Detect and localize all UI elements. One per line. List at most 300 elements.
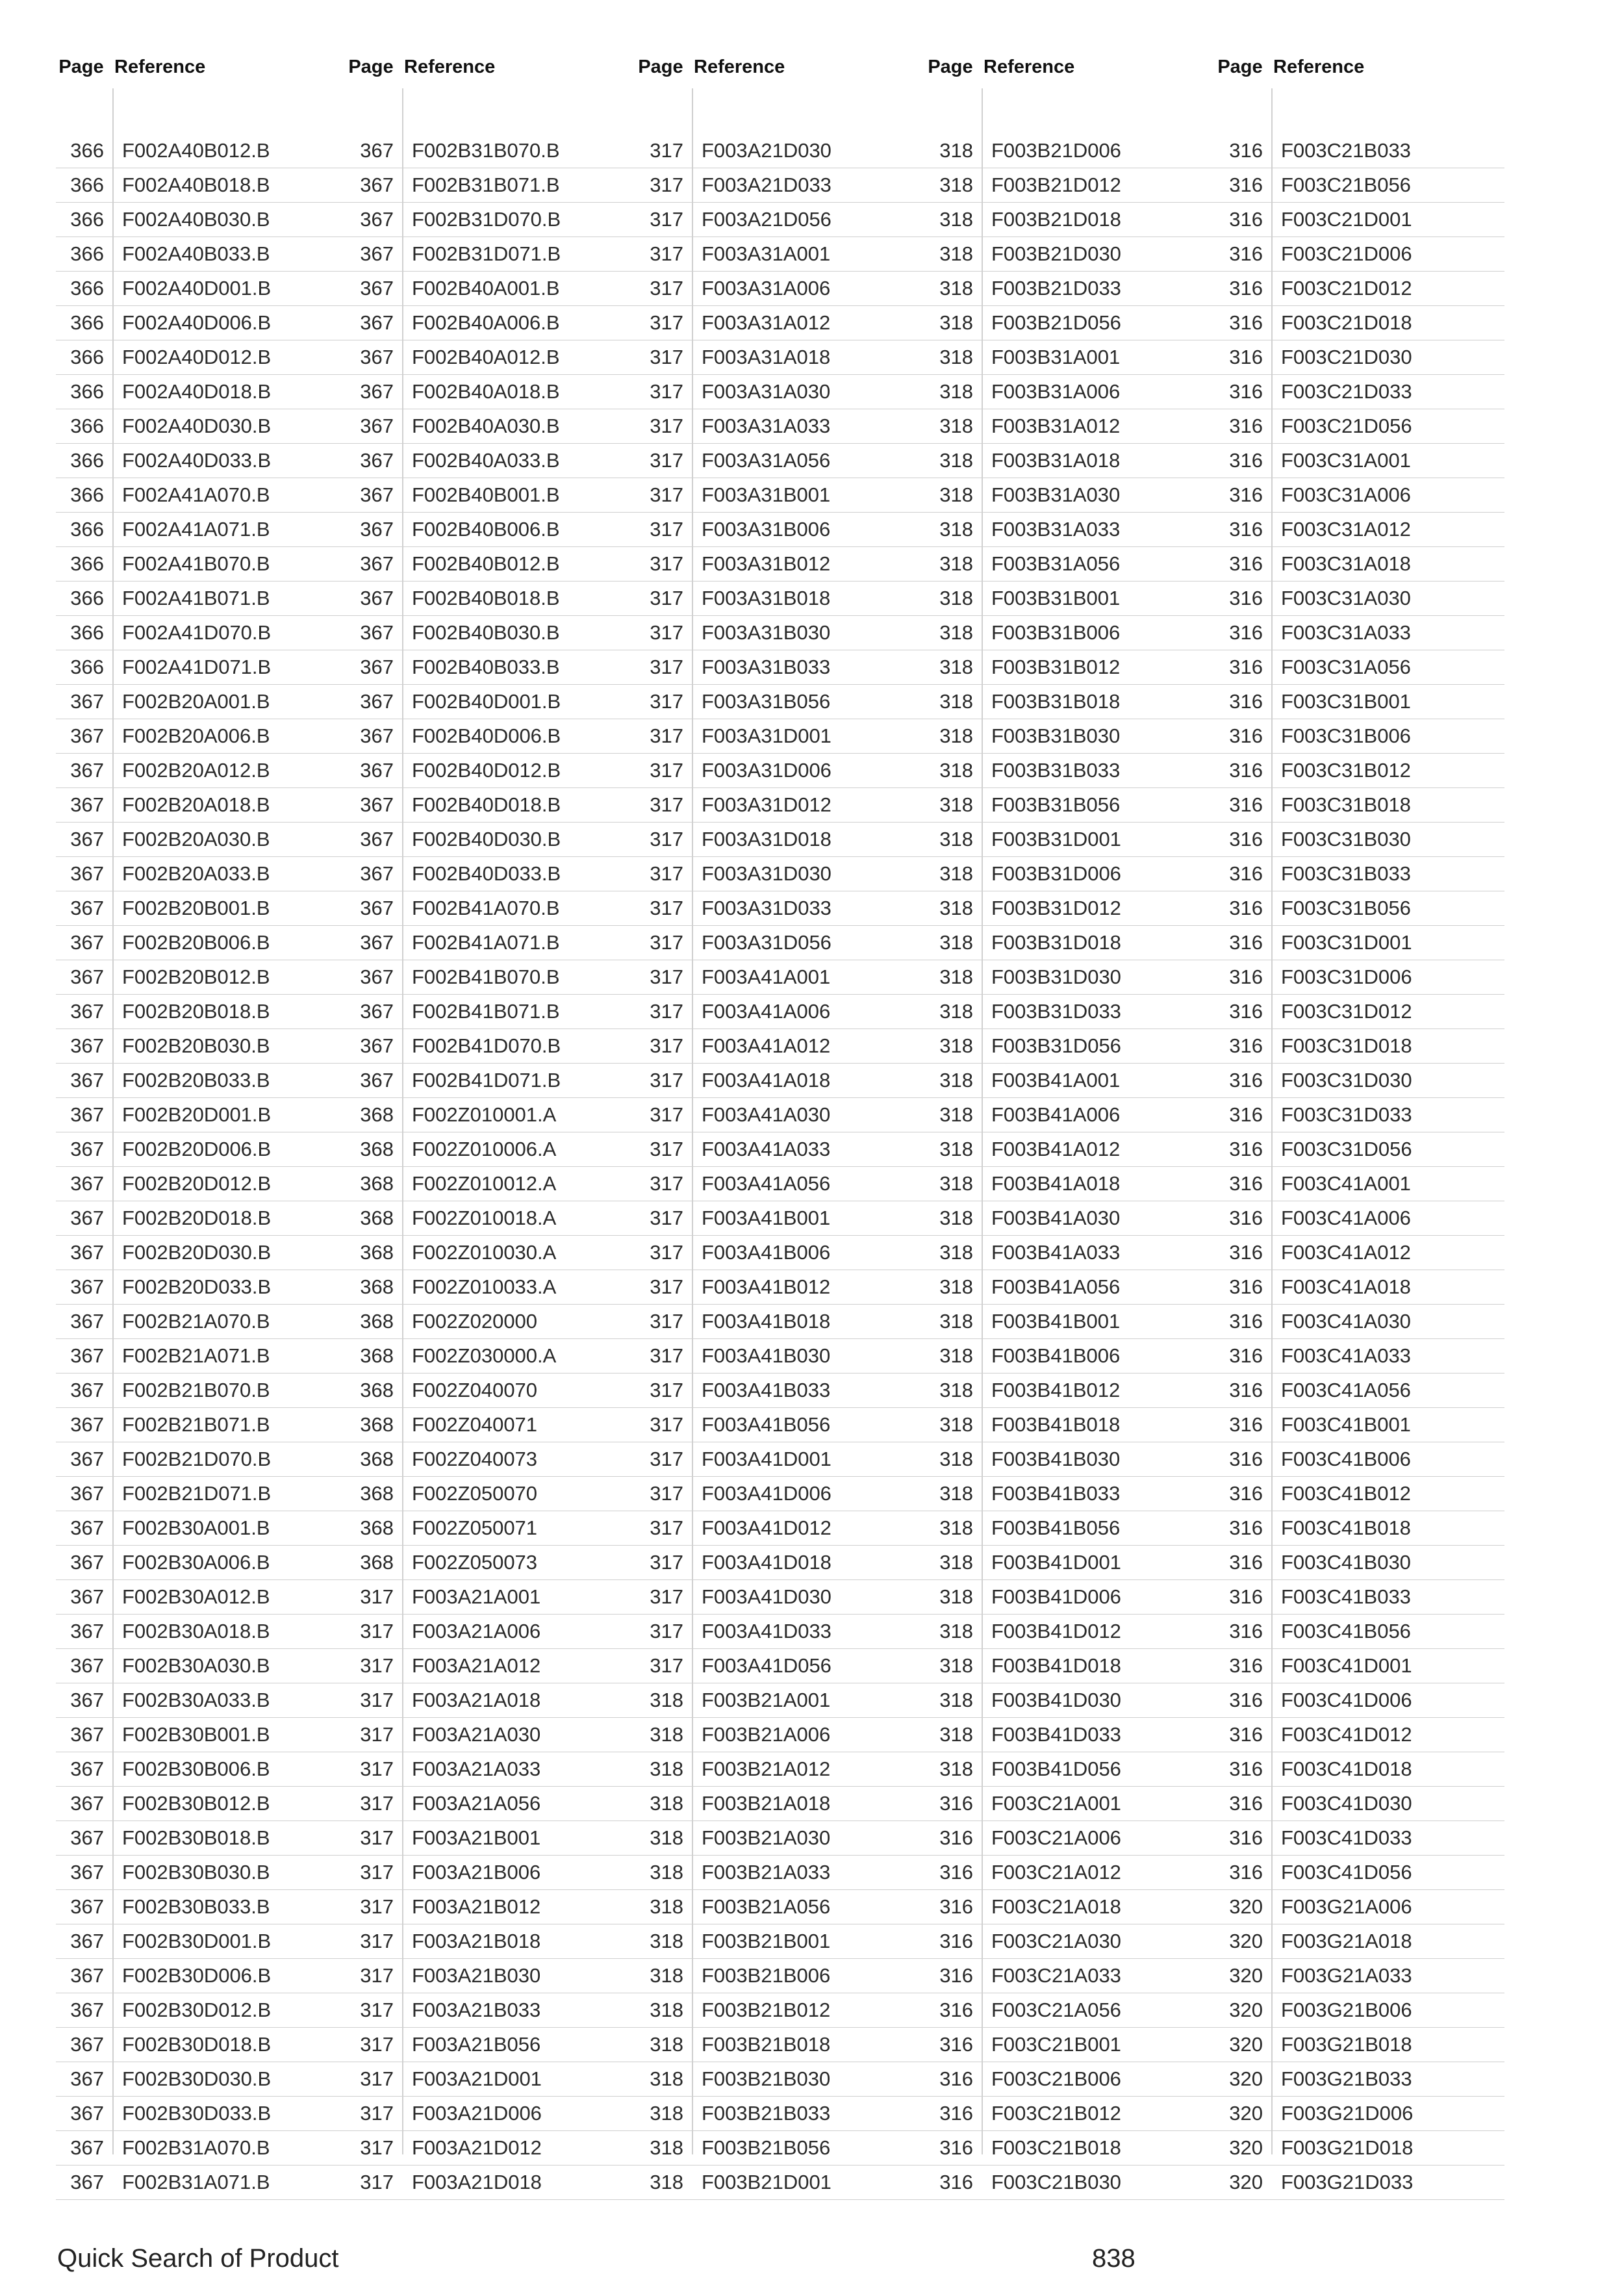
index-column	[56, 45, 346, 2193]
index-row	[346, 203, 635, 237]
index-row	[1215, 547, 1504, 581]
reference-cell: F002A40D030.B	[122, 415, 272, 437]
index-row	[925, 754, 1215, 788]
page-number-cell: 367	[70, 1964, 104, 1987]
index-row	[925, 1029, 1215, 1064]
reference-cell: F003B41D030	[991, 1689, 1121, 1711]
reference-cell: F002B40B012.B	[412, 552, 560, 575]
index-row	[1215, 719, 1504, 754]
reference-cell: F003C41B056	[1281, 1620, 1411, 1642]
index-row	[635, 2165, 925, 2200]
page-number-cell: 318	[650, 2033, 683, 2056]
index-row	[635, 891, 925, 926]
index-row	[346, 1098, 635, 1132]
index-row	[56, 1339, 346, 1373]
reference-cell: F002B30A006.B	[122, 1551, 270, 1574]
header-page-label: Page	[58, 56, 104, 77]
index-row	[925, 203, 1215, 237]
index-row	[1215, 340, 1504, 375]
reference-cell: F002B20B030.B	[122, 1034, 270, 1057]
reference-cell: F003A21A018	[412, 1689, 541, 1711]
reference-cell: F003A41D012	[702, 1516, 831, 1539]
index-row	[56, 2097, 346, 2131]
index-row	[635, 960, 925, 995]
column-divider	[402, 88, 403, 2154]
page-number-cell: 316	[1229, 346, 1263, 368]
reference-cell: F003C31B056	[1281, 897, 1411, 919]
index-row	[346, 1718, 635, 1752]
page-number-cell: 318	[939, 897, 973, 919]
page-number-cell: 316	[1229, 621, 1263, 644]
index-row	[925, 444, 1215, 478]
page-number-cell: 318	[939, 1241, 973, 1264]
reference-cell: F002B41D071.B	[412, 1069, 561, 1092]
reference-cell: F003A21B056	[412, 2033, 541, 2056]
page-number-cell: 367	[360, 518, 394, 541]
index-row	[925, 1339, 1215, 1373]
index-row	[346, 1959, 635, 1993]
reference-cell: F003C21D033	[1281, 380, 1412, 403]
page-number-cell: 368	[360, 1344, 394, 1367]
reference-cell: F002A40D018.B	[122, 380, 272, 403]
reference-cell: F003A41B012	[702, 1275, 831, 1298]
reference-cell: F003C31D056	[1281, 1138, 1412, 1160]
reference-cell: F003C21A006	[991, 1826, 1121, 1849]
reference-cell: F003A21A012	[412, 1654, 541, 1677]
reference-cell: F003B31B012	[991, 656, 1121, 678]
index-row	[635, 203, 925, 237]
index-row	[346, 1649, 635, 1683]
page-number-cell: 317	[650, 1000, 683, 1023]
page-number-cell: 367	[70, 1207, 104, 1229]
reference-cell: F003A41B030	[702, 1344, 831, 1367]
index-row	[56, 1029, 346, 1064]
reference-cell: F002B40D030.B	[412, 828, 561, 850]
reference-cell: F003C21B033	[1281, 139, 1411, 162]
reference-index	[56, 45, 1504, 2193]
reference-cell: F003A31A001	[702, 242, 831, 265]
reference-cell: F002B20D006.B	[122, 1138, 272, 1160]
reference-cell: F003B21B056	[702, 2136, 831, 2159]
index-row	[635, 1787, 925, 1821]
page-number-cell: 318	[939, 656, 973, 678]
reference-cell: F002B20A030.B	[122, 828, 270, 850]
reference-cell: F002B40A012.B	[412, 346, 560, 368]
page-number-cell: 316	[1229, 1172, 1263, 1195]
page-number-cell: 318	[939, 621, 973, 644]
page-number-cell: 318	[650, 1930, 683, 1952]
page-number-cell: 367	[70, 1103, 104, 1126]
index-row	[346, 1924, 635, 1959]
page-number-cell: 367	[70, 1551, 104, 1574]
reference-cell: F002A40B012.B	[122, 139, 270, 162]
index-row	[56, 1201, 346, 1236]
page-number-cell: 367	[360, 1000, 394, 1023]
page-number-cell: 316	[1229, 690, 1263, 713]
reference-cell: F003B31B030	[991, 724, 1121, 747]
reference-cell: F003B21D018	[991, 208, 1121, 231]
index-row	[56, 960, 346, 995]
page-number-cell: 318	[650, 1792, 683, 1815]
index-row	[346, 2131, 635, 2165]
index-row	[1215, 616, 1504, 650]
page-number-cell: 318	[939, 1585, 973, 1608]
index-row	[925, 1546, 1215, 1580]
reference-cell: F003C21B018	[991, 2136, 1121, 2159]
index-row	[635, 1373, 925, 1408]
index-row	[635, 1856, 925, 1890]
page-number-cell: 317	[650, 139, 683, 162]
page-number-cell: 367	[360, 862, 394, 885]
index-row	[635, 168, 925, 203]
header-page-label: Page	[928, 56, 973, 77]
page-number-cell: 316	[1229, 1448, 1263, 1470]
reference-cell: F003A31A012	[702, 311, 831, 334]
page-number-cell: 317	[650, 759, 683, 782]
index-row	[56, 1546, 346, 1580]
page-number-cell: 366	[70, 173, 104, 196]
reference-cell: F002B30A018.B	[122, 1620, 270, 1642]
page-number-cell: 316	[939, 1792, 973, 1815]
reference-cell: F003A41B033	[702, 1379, 831, 1401]
index-row	[1215, 1442, 1504, 1477]
index-row	[1215, 272, 1504, 306]
index-row	[1215, 513, 1504, 547]
page-number-cell: 318	[939, 1482, 973, 1505]
index-row	[1215, 1718, 1504, 1752]
reference-cell: F003C31D001	[1281, 931, 1412, 954]
index-row	[635, 306, 925, 340]
index-row	[346, 891, 635, 926]
page-number-cell: 320	[1229, 2171, 1263, 2193]
reference-cell: F003B21D001	[702, 2171, 831, 2193]
index-row	[1215, 857, 1504, 891]
reference-cell: F002A40B018.B	[122, 173, 270, 196]
page-number-cell: 318	[939, 1034, 973, 1057]
page-number-cell: 318	[939, 518, 973, 541]
page-number-cell: 367	[70, 1034, 104, 1057]
reference-cell: F003A41A001	[702, 965, 831, 988]
index-row	[56, 1511, 346, 1546]
page-number-cell: 367	[360, 828, 394, 850]
index-row	[1215, 960, 1504, 995]
index-row	[56, 616, 346, 650]
page-number-cell: 316	[1229, 1034, 1263, 1057]
reference-cell: F003C21D001	[1281, 208, 1412, 231]
page-number-cell: 367	[70, 1757, 104, 1780]
header-page-label: Page	[348, 56, 394, 77]
page-number-cell: 316	[1229, 1344, 1263, 1367]
index-row	[635, 409, 925, 444]
reference-cell: F003A41D030	[702, 1585, 831, 1608]
page-number-cell: 366	[70, 208, 104, 231]
index-row	[635, 1167, 925, 1201]
index-row	[346, 306, 635, 340]
page-number-cell: 316	[1229, 862, 1263, 885]
index-row	[635, 2131, 925, 2165]
page-number-cell: 320	[1229, 1964, 1263, 1987]
column-header	[1215, 45, 1504, 88]
reference-cell: F003B31D030	[991, 965, 1121, 988]
index-row	[635, 1959, 925, 1993]
page-number-cell: 317	[360, 1723, 394, 1746]
index-row	[635, 995, 925, 1029]
reference-cell: F003C31A033	[1281, 621, 1411, 644]
reference-cell: F003G21A018	[1281, 1930, 1412, 1952]
page-number-cell: 317	[360, 1620, 394, 1642]
index-row	[925, 1615, 1215, 1649]
page-number-cell: 367	[70, 1413, 104, 1436]
index-row	[56, 1993, 346, 2028]
reference-cell: F002B41D070.B	[412, 1034, 561, 1057]
page-number-cell: 367	[360, 621, 394, 644]
reference-cell: F003B21A006	[702, 1723, 831, 1746]
index-row	[925, 995, 1215, 1029]
reference-cell: F002A41A071.B	[122, 518, 270, 541]
index-row	[1215, 203, 1504, 237]
page-number-cell: 367	[70, 1861, 104, 1884]
page-number-cell: 367	[70, 2033, 104, 2056]
index-row	[346, 960, 635, 995]
reference-cell: F003C41A001	[1281, 1172, 1411, 1195]
reference-cell: F003B41D006	[991, 1585, 1121, 1608]
page-number-cell: 316	[1229, 1413, 1263, 1436]
reference-cell: F003C21B001	[991, 2033, 1121, 2056]
page-number-cell: 367	[360, 449, 394, 472]
index-row	[1215, 1752, 1504, 1787]
page-number-cell: 316	[939, 2033, 973, 2056]
reference-cell: F002B40D018.B	[412, 793, 561, 816]
reference-cell: F003A21B018	[412, 1930, 541, 1952]
reference-cell: F002B30D030.B	[122, 2067, 272, 2090]
index-row	[1215, 1132, 1504, 1167]
page-number-cell: 317	[650, 277, 683, 300]
index-row	[1215, 1305, 1504, 1339]
index-row	[346, 340, 635, 375]
index-row	[925, 1373, 1215, 1408]
reference-cell: F003A31D018	[702, 828, 831, 850]
index-row	[925, 1718, 1215, 1752]
page-number-cell: 316	[1229, 724, 1263, 747]
index-row	[56, 1924, 346, 1959]
page-number-cell: 366	[70, 139, 104, 162]
reference-cell: F003C21A018	[991, 1895, 1121, 1918]
index-row	[56, 1683, 346, 1718]
index-row	[1215, 650, 1504, 685]
page-number-cell: 317	[650, 552, 683, 575]
page-number-cell: 316	[1229, 1654, 1263, 1677]
index-row	[635, 1718, 925, 1752]
page-number-cell: 367	[70, 1999, 104, 2021]
index-row	[925, 1132, 1215, 1167]
index-row	[1215, 1683, 1504, 1718]
index-row	[1215, 685, 1504, 719]
page-number-cell: 320	[1229, 2136, 1263, 2159]
header-reference-label: Reference	[694, 56, 785, 77]
reference-cell: F003C41A018	[1281, 1275, 1411, 1298]
reference-cell: F003B31A001	[991, 346, 1121, 368]
footer-section-title: Quick Search of Product	[57, 2244, 339, 2273]
page-number-cell: 317	[650, 1482, 683, 1505]
index-row	[925, 306, 1215, 340]
index-rows	[346, 134, 635, 2200]
page-number-cell: 317	[360, 1964, 394, 1987]
index-row	[925, 616, 1215, 650]
page-number-cell: 317	[650, 897, 683, 919]
page-number-cell: 367	[360, 415, 394, 437]
reference-cell: F003C31D018	[1281, 1034, 1412, 1057]
reference-cell: F003B21D006	[991, 139, 1121, 162]
page-number-cell: 317	[650, 1103, 683, 1126]
reference-cell: F003B41D033	[991, 1723, 1121, 1746]
page-number-cell: 318	[939, 1654, 973, 1677]
index-row	[346, 1029, 635, 1064]
reference-cell: F003A41A033	[702, 1138, 831, 1160]
index-row	[56, 1408, 346, 1442]
page-number-cell: 318	[939, 862, 973, 885]
reference-cell: F002B41A070.B	[412, 897, 560, 919]
page-number-cell: 317	[650, 483, 683, 506]
reference-cell: F003C21A001	[991, 1792, 1121, 1815]
page-number-cell: 318	[650, 1999, 683, 2021]
reference-cell: F003C31A018	[1281, 552, 1411, 575]
reference-cell: F003B31D056	[991, 1034, 1121, 1057]
index-row	[925, 1408, 1215, 1442]
reference-cell: F003C31D012	[1281, 1000, 1412, 1023]
index-row	[1215, 891, 1504, 926]
reference-cell: F002B21D071.B	[122, 1482, 272, 1505]
reference-cell: F003B31D033	[991, 1000, 1121, 1023]
column-divider	[112, 88, 114, 2154]
reference-cell: F003A31D030	[702, 862, 831, 885]
index-row	[1215, 1890, 1504, 1924]
reference-cell: F003B21B030	[702, 2067, 831, 2090]
footer-page-number: 838	[1092, 2244, 1136, 2273]
index-row	[925, 926, 1215, 960]
reference-cell: F003C21D056	[1281, 415, 1412, 437]
page-number-cell: 317	[650, 1379, 683, 1401]
reference-cell: F002B30B030.B	[122, 1861, 270, 1884]
page-number-cell: 367	[70, 1516, 104, 1539]
page-number-cell: 317	[360, 1654, 394, 1677]
index-row	[346, 375, 635, 409]
reference-cell: F002A41B071.B	[122, 587, 270, 609]
reference-cell: F003B31A030	[991, 483, 1121, 506]
reference-cell: F003A21D006	[412, 2102, 542, 2125]
index-row	[56, 754, 346, 788]
index-row	[56, 788, 346, 823]
index-column	[1215, 45, 1504, 2193]
index-row	[925, 409, 1215, 444]
page-number-cell: 318	[650, 1689, 683, 1711]
reference-cell: F002B20D001.B	[122, 1103, 272, 1126]
reference-cell: F003A21A030	[412, 1723, 541, 1746]
reference-cell: F003B21D030	[991, 242, 1121, 265]
reference-cell: F003G21A006	[1281, 1895, 1412, 1918]
reference-cell: F003A31A006	[702, 277, 831, 300]
reference-cell: F003C21A056	[991, 1999, 1121, 2021]
index-row	[56, 1373, 346, 1408]
reference-cell: F003B31A018	[991, 449, 1121, 472]
index-row	[925, 1167, 1215, 1201]
index-row	[1215, 237, 1504, 272]
page-number-cell: 318	[939, 311, 973, 334]
reference-cell: F002B21B070.B	[122, 1379, 270, 1401]
reference-cell: F003A21B006	[412, 1861, 541, 1884]
column-divider	[1271, 88, 1273, 2154]
reference-cell: F003B41A001	[991, 1069, 1121, 1092]
index-row	[346, 1064, 635, 1098]
page-number-cell: 366	[70, 277, 104, 300]
reference-cell: F003B31A033	[991, 518, 1121, 541]
page-number-cell: 367	[360, 311, 394, 334]
page-number-cell: 317	[650, 656, 683, 678]
page-number-cell: 368	[360, 1138, 394, 1160]
index-row	[56, 478, 346, 513]
page-number-cell: 366	[70, 587, 104, 609]
page-number-cell: 318	[650, 1895, 683, 1918]
reference-cell: F003B41B030	[991, 1448, 1121, 1470]
reference-cell: F003B41A006	[991, 1103, 1121, 1126]
reference-cell: F003B41B012	[991, 1379, 1121, 1401]
reference-cell: F003C31B030	[1281, 828, 1411, 850]
index-row	[346, 1305, 635, 1339]
page-number-cell: 318	[939, 1516, 973, 1539]
index-row	[635, 1821, 925, 1856]
index-row	[1215, 1821, 1504, 1856]
page-number-cell: 317	[650, 793, 683, 816]
index-row	[56, 995, 346, 1029]
reference-cell: F002Z010018.A	[412, 1207, 557, 1229]
page-number-cell: 367	[360, 759, 394, 782]
reference-cell: F003B31D001	[991, 828, 1121, 850]
page-number-cell: 318	[650, 1964, 683, 1987]
index-row	[925, 547, 1215, 581]
page-number-cell: 316	[1229, 793, 1263, 816]
index-row	[1215, 581, 1504, 616]
reference-cell: F003A41B018	[702, 1310, 831, 1333]
reference-cell: F002B20B018.B	[122, 1000, 270, 1023]
reference-cell: F002A40D012.B	[122, 346, 272, 368]
index-row	[925, 1821, 1215, 1856]
reference-cell: F002B20B006.B	[122, 931, 270, 954]
index-row	[1215, 1959, 1504, 1993]
reference-cell: F002B40A030.B	[412, 415, 560, 437]
page-number-cell: 367	[360, 173, 394, 196]
page-number-cell: 367	[70, 1448, 104, 1470]
index-row	[346, 1132, 635, 1167]
reference-cell: F003B21D056	[991, 311, 1121, 334]
page-number-cell: 318	[939, 1172, 973, 1195]
index-row	[635, 1305, 925, 1339]
index-row	[346, 1683, 635, 1718]
index-row	[635, 1890, 925, 1924]
reference-cell: F003C41A012	[1281, 1241, 1411, 1264]
index-row	[56, 1236, 346, 1270]
page-number-cell: 318	[939, 415, 973, 437]
index-row	[635, 2062, 925, 2097]
reference-cell: F003B31B006	[991, 621, 1121, 644]
page-number-cell: 320	[1229, 1999, 1263, 2021]
index-row	[346, 1511, 635, 1546]
index-row	[56, 1718, 346, 1752]
index-row	[1215, 375, 1504, 409]
reference-cell: F003A31D012	[702, 793, 831, 816]
reference-cell: F002B30D001.B	[122, 1930, 272, 1952]
index-row	[1215, 1511, 1504, 1546]
reference-cell: F002B20D012.B	[122, 1172, 272, 1195]
page-number-cell: 366	[70, 656, 104, 678]
